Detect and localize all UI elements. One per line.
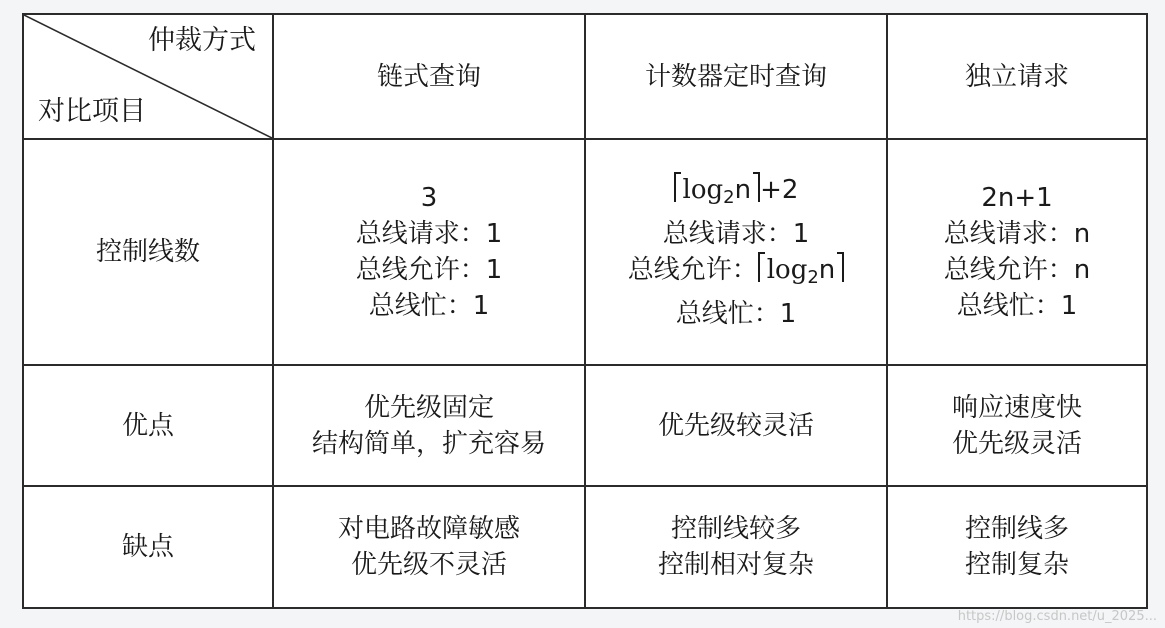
cell-line: 2n+1: [981, 183, 1053, 213]
cell-line: 总线请求：n: [943, 219, 1091, 249]
cell-line: 控制线较多: [670, 514, 801, 544]
log-subscript: 2: [807, 267, 819, 288]
log-subscript: 2: [723, 187, 735, 208]
log-text: log: [766, 255, 808, 285]
corner-cell: [23, 14, 273, 139]
cell-line: 控制线多: [964, 514, 1069, 544]
bus-arbitration-comparison-table: [22, 13, 1148, 609]
ceil-left-bracket: [674, 172, 681, 202]
grant-prefix: 总线允许：: [627, 255, 758, 285]
corner-bottom-label: 对比项目: [38, 96, 146, 127]
cell-line: 优先级较灵活: [657, 410, 814, 441]
cell-chain-advantages: [273, 365, 585, 486]
comparison-table-container: [22, 13, 1146, 607]
cell-line: 总线允许：n: [943, 255, 1091, 285]
cell-line: 结构简单，扩充容易: [311, 428, 546, 459]
cell-line: 控制相对复杂: [657, 550, 814, 580]
ceil-right-bracket: [837, 252, 844, 282]
cell-line: 3: [420, 183, 438, 213]
cell-chain-disadvantages: [273, 486, 585, 608]
cell-line: 总线忙：1: [956, 291, 1078, 321]
cell-counter-disadvantages: [585, 486, 887, 608]
cell-independent-control-lines: [887, 139, 1147, 365]
cell-line: 响应速度快: [951, 392, 1082, 423]
ceil-log-formula: [586, 172, 886, 216]
cell-line: 优先级不灵活: [350, 550, 507, 580]
column-header-chain: 链式查询: [273, 14, 585, 139]
cell-line: [586, 252, 886, 296]
header-row: [23, 14, 1147, 139]
cell-line: 控制复杂: [964, 550, 1069, 580]
log-arg: n: [818, 255, 836, 285]
table-row: [23, 139, 1147, 365]
cell-line: 总线允许：1: [355, 255, 503, 285]
formula-suffix: +2: [760, 175, 799, 205]
cell-line: 总线忙：1: [675, 299, 797, 329]
column-header-counter: 计数器定时查询: [585, 14, 887, 139]
row-label-control-lines: 控制线数: [23, 139, 273, 365]
cell-chain-control-lines: [273, 139, 585, 365]
log-arg: n: [734, 175, 752, 205]
cell-line: 优先级固定: [363, 392, 494, 423]
cell-counter-advantages: [585, 365, 887, 486]
column-header-independent: 独立请求: [887, 14, 1147, 139]
row-label-advantages: 优点: [23, 365, 273, 486]
cell-independent-disadvantages: [887, 486, 1147, 608]
cell-line: 总线请求：1: [355, 219, 503, 249]
row-label-disadvantages: 缺点: [23, 486, 273, 608]
cell-independent-advantages: [887, 365, 1147, 486]
cell-line: 总线请求：1: [662, 219, 810, 249]
table-row: [23, 486, 1147, 608]
watermark: https://blog.csdn.net/u_2025...: [957, 609, 1157, 624]
log-text: log: [682, 175, 724, 205]
cell-line: 总线忙：1: [368, 291, 490, 321]
cell-counter-control-lines: [585, 139, 887, 365]
ceil-left-bracket: [758, 252, 765, 282]
table-row: [23, 365, 1147, 486]
corner-top-label: 仲裁方式: [148, 25, 256, 56]
cell-line: 对电路故障敏感: [337, 514, 520, 544]
cell-line: 优先级灵活: [951, 428, 1082, 459]
